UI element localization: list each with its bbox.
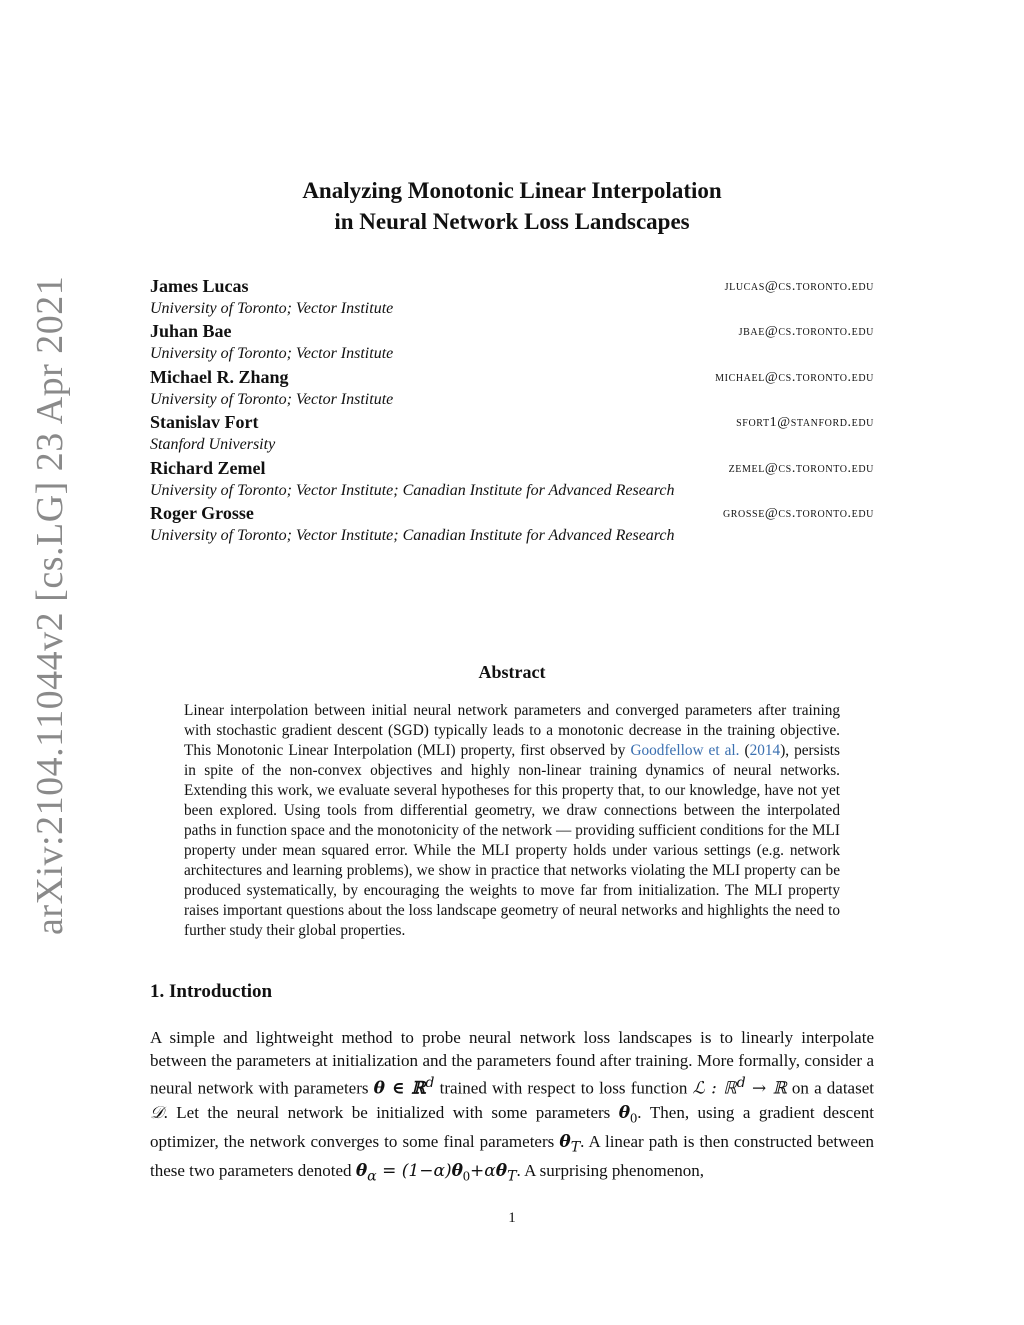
intro-text: . A surprising phenomenon, xyxy=(516,1161,704,1181)
author-affiliation: University of Toronto; Vector Institute; Canadian Institute for Advanced Research xyxy=(150,481,675,499)
math-subscript: α xyxy=(367,1168,377,1185)
author-email[interactable]: jlucas@cs.toronto.edu xyxy=(724,279,874,294)
math-symbol: 𝒟 xyxy=(150,1102,164,1123)
author-name: James Lucas xyxy=(150,276,249,296)
abstract-heading: Abstract xyxy=(478,662,546,682)
abstract-text xyxy=(184,701,840,941)
math-symbol: → ℝ xyxy=(745,1078,787,1099)
math-subscript: 0 xyxy=(630,1110,638,1127)
author-affiliation: University of Toronto; Vector Institute; Canadian Institute for Advanced Research xyxy=(150,526,675,544)
author-email[interactable]: jbae@cs.toronto.edu xyxy=(738,324,874,340)
author-affiliation: University of Toronto; Vector Institute xyxy=(150,345,394,363)
author-name: Juhan Bae xyxy=(150,321,232,342)
math-subscript: T xyxy=(570,1139,581,1156)
author-affiliation: University of Toronto; Vector Institute xyxy=(150,300,394,317)
intro-text: trained with respect to loss function xyxy=(434,1078,693,1098)
section-heading-introduction: 1. Introduction xyxy=(150,981,273,1002)
paper-title-line-2: in Neural Network Loss Landscapes xyxy=(334,209,690,234)
abstract-text-part: Linear interpolation between initial neural network parameters and converged parameters after training with stochastic gradient descent (SGD) typically leads to a monotonic decrease in the training objective. This Monotonic Linear Interpolation (MLI) property, first observed by xyxy=(184,702,840,759)
abstract-text-part: ), persists in spite of the non-convex objectives and highly non-linear training dynamics of neural networks. Extending this work, we evaluate several hypotheses for this property that, to our knowledge, have not yet been explored. Using tools from differential geometry, we draw connections between the interpolated paths in function space and the monotonicity of the network — providing sufficient conditions for the MLI property under mean squared error. While the MLI property holds under various settings (e.g. network architectures and learning problems), we show in practice that networks violating the MLI property can be produced systematically, by encouraging the weights to move far from initialization. The MLI property raises important questions about the loss landscape geometry of neural networks and highlights the need to further study their global properties. xyxy=(184,742,841,939)
math-symbol: θ xyxy=(451,1161,463,1182)
author-email[interactable]: zemel@cs.toronto.edu xyxy=(728,460,874,476)
author-email[interactable]: grosse@cs.toronto.edu xyxy=(722,505,874,521)
math-symbol: θ ∈ ℝ xyxy=(373,1078,426,1099)
paper-title xyxy=(0,175,1024,237)
author-name: Stanislav Fort xyxy=(150,412,259,433)
author-entry xyxy=(150,276,874,321)
author-email[interactable]: sfort1@stanford.edu xyxy=(736,415,874,431)
author-email[interactable]: michael@cs.toronto.edu xyxy=(715,369,874,385)
math-symbol: = (1−α) xyxy=(376,1161,452,1182)
math-subscript: T xyxy=(507,1168,517,1185)
math-symbol: θ xyxy=(495,1161,508,1182)
citation-link-year[interactable]: 2014 xyxy=(749,742,781,759)
author-list xyxy=(150,276,874,548)
author-name: Richard Zemel xyxy=(150,457,266,478)
math-symbol: ℒ : ℝ xyxy=(692,1078,737,1099)
intro-text: . Let the neural network be initialized with some parameters xyxy=(163,1102,619,1122)
intro-text: . A linear path is then constructed between these two parameters denoted xyxy=(150,1132,874,1181)
author-entry xyxy=(150,503,874,548)
math-symbol: θ xyxy=(618,1102,631,1123)
author-affiliation: Stanford University xyxy=(150,436,276,454)
intro-text: A simple and lightweight method to probe neural network loss landscapes is to linearly interpolate between the parameters at initialization and the parameters found after training. More formally, consider a neural network with parameters xyxy=(150,1028,874,1098)
math-symbol: θ xyxy=(355,1161,368,1182)
math-subscript: 0 xyxy=(462,1168,470,1185)
citation-link-author[interactable]: Goodfellow et al. xyxy=(630,742,740,759)
math-symbol: θ xyxy=(559,1132,571,1153)
arxiv-identifier-stamp: arXiv:2104.11044v2 [cs.LG] 23 Apr 2021 xyxy=(29,275,71,935)
author-name: Michael R. Zhang xyxy=(150,366,289,387)
author-entry xyxy=(150,321,874,366)
math-superscript: d xyxy=(425,1075,435,1091)
author-affiliation: University of Toronto; Vector Institute xyxy=(150,390,394,408)
page-number: 1 xyxy=(508,1210,516,1226)
author-entry xyxy=(150,412,874,457)
introduction-paragraph xyxy=(150,1026,874,1189)
math-symbol: +α xyxy=(470,1161,496,1182)
author-entry xyxy=(150,458,874,503)
paper-title-line-1: Analyzing Monotonic Linear Interpolation xyxy=(302,178,722,203)
abstract-text-part: ( xyxy=(739,742,750,759)
intro-text: on a dataset xyxy=(786,1078,874,1098)
math-superscript: d xyxy=(736,1075,746,1091)
author-name: Roger Grosse xyxy=(150,502,254,523)
intro-text: . Then, using a gradient descent optimizer, the network converges to some final parameters xyxy=(150,1102,874,1152)
author-entry xyxy=(150,367,874,412)
